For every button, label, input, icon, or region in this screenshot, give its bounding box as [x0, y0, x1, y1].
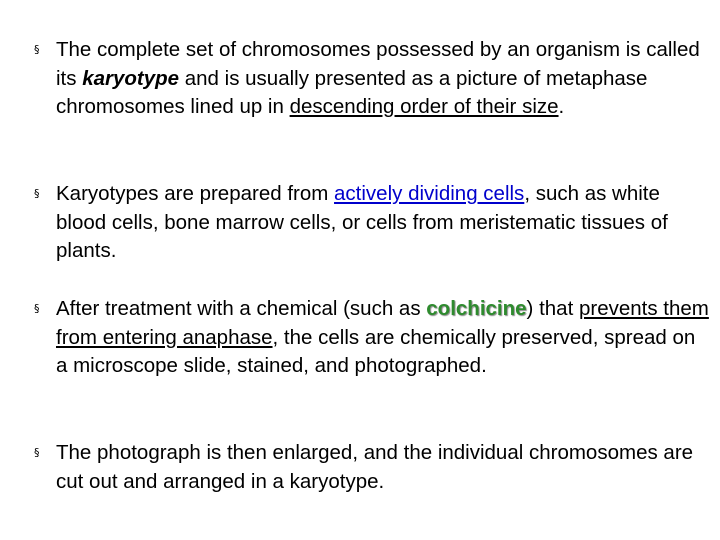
bullet-marker-icon: § — [34, 187, 40, 200]
underlined-phrase: descending order of their size — [289, 95, 559, 118]
bullet-text — [56, 180, 710, 266]
text-segment: ) that — [526, 297, 579, 320]
text-segment: , such as white blood cells, bone marrow cells, or cells from meristematic tissues of plants. — [56, 182, 668, 262]
text-segment: The complete set of chromosomes possessed by an organism is called its — [56, 38, 700, 90]
bullet-preparation — [34, 180, 710, 266]
text-segment: . — [558, 95, 565, 118]
bullet-marker-icon: § — [34, 302, 40, 315]
text-segment: Karyotypes are prepared from — [56, 182, 335, 205]
text-segment: and is usually presented as a picture of metaphase chromosomes lined up in — [56, 66, 648, 118]
bullet-marker-icon: § — [34, 43, 40, 56]
bullet-text — [56, 36, 710, 122]
link-actively-dividing-cells[interactable]: actively dividing cells — [334, 182, 525, 205]
term-karyotype: karyotype — [82, 66, 180, 90]
text-segment: The photograph is then enlarged, and the individual chromosomes are cut out and arranged in a karyotype. — [56, 441, 694, 493]
term-colchicine: colchicine — [426, 297, 527, 320]
bullet-arrangement — [34, 439, 710, 496]
bullet-karyotype-definition — [34, 36, 710, 122]
bullet-text — [56, 439, 710, 496]
text-segment: After treatment with a chemical (such as — [56, 297, 427, 320]
bullet-treatment — [34, 295, 710, 381]
bullet-text — [56, 295, 710, 381]
underlined-phrase: prevents them from entering anaphase — [56, 297, 709, 349]
bullet-marker-icon: § — [34, 446, 40, 459]
text-segment: , the cells are chemically preserved, spread on a microscope slide, stained, and photographed. — [56, 325, 696, 377]
